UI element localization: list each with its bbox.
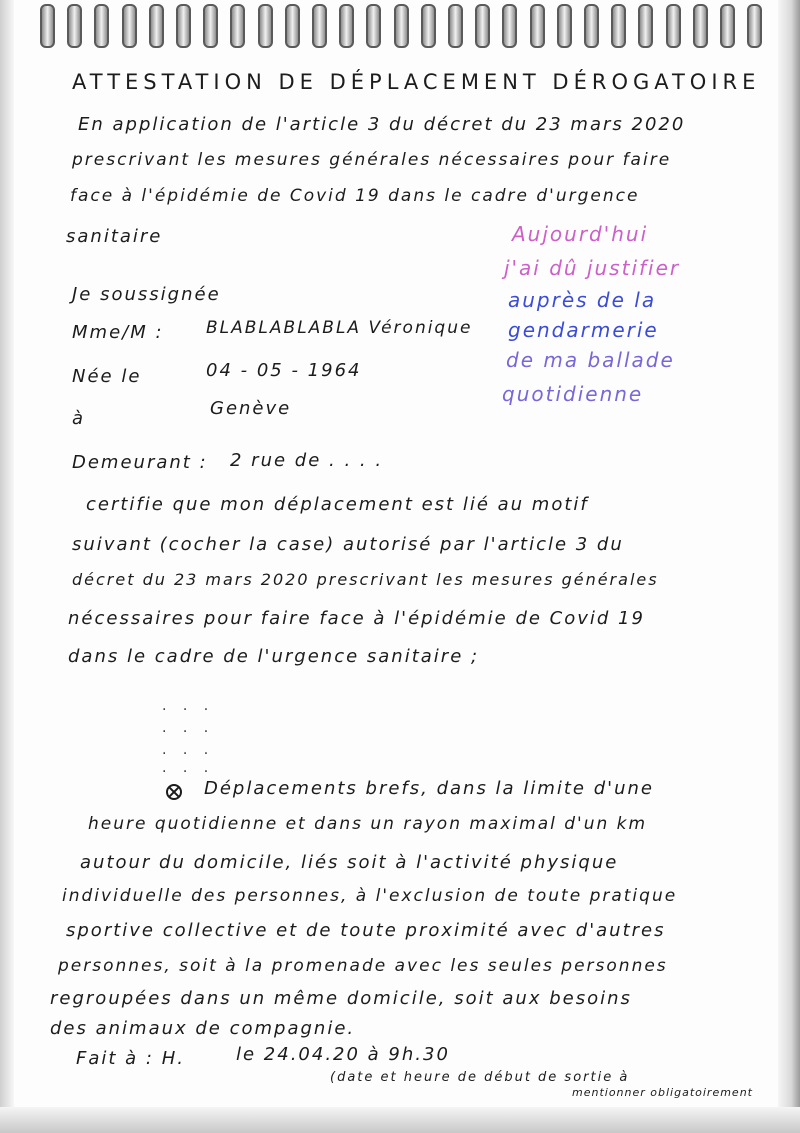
spiral-ring [339, 4, 354, 48]
born-label: Née le [72, 366, 142, 387]
soussigne-label: Je soussignée [72, 284, 221, 305]
spiral-binding [40, 0, 780, 48]
spiral-ring [666, 4, 681, 48]
certify-line-4: nécessaires pour faire face à l'épidémie de Covid 19 [68, 608, 645, 629]
certify-line-3: décret du 23 mars 2020 prescrivant les mesures générales [72, 570, 659, 589]
name-value: BLABLABLABLA Véronique [206, 318, 473, 338]
motif-line-6: personnes, soit à la promenade avec les seules personnes [58, 956, 668, 976]
unchecked-option-dots-3: . . . [162, 742, 215, 758]
spiral-ring [149, 4, 164, 48]
spiral-ring [530, 4, 545, 48]
spiral-ring [693, 4, 708, 48]
spiral-ring [122, 4, 137, 48]
spiral-ring [258, 4, 273, 48]
spiral-ring [230, 4, 245, 48]
spiral-ring [475, 4, 490, 48]
date-note-line-2: mentionner obligatoirement [572, 1086, 753, 1099]
side-note-line-5: de ma ballade [506, 348, 675, 372]
spiral-ring [67, 4, 82, 48]
motif-line-5: sportive collective et de toute proximité avec d'autres [66, 920, 666, 941]
spiral-ring [502, 4, 517, 48]
side-note-line-1: Aujourd'hui [512, 222, 649, 246]
side-note-line-6: quotidienne [502, 382, 644, 406]
page-bottom-shadow [0, 1107, 800, 1133]
address-value: 2 rue de . . . . [230, 450, 384, 471]
motif-line-7: regroupées dans un même domicile, soit aux besoins [50, 988, 632, 1009]
intro-line-4: sanitaire [66, 226, 163, 247]
spiral-ring [611, 4, 626, 48]
motif-line-3: autour du domicile, liés soit à l'activité physique [80, 852, 619, 873]
spiral-ring [394, 4, 409, 48]
intro-line-1: En application de l'article 3 du décret du 23 mars 2020 [78, 114, 686, 135]
intro-line-2: prescrivant les mesures générales nécessaires pour faire [72, 150, 672, 170]
checked-box-icon [166, 784, 182, 800]
side-note-line-2: j'ai dû justifier [504, 256, 681, 280]
at-value: Genève [210, 398, 292, 419]
page-right-shadow [778, 0, 800, 1133]
address-label: Demeurant : [72, 452, 208, 473]
side-note-line-4: gendarmerie [508, 318, 659, 342]
certify-line-5: dans le cadre de l'urgence sanitaire ; [68, 646, 480, 667]
spiral-ring [312, 4, 327, 48]
fait-a-label: Fait à : H. [76, 1048, 185, 1069]
spiral-ring [421, 4, 436, 48]
certify-line-2: suivant (cocher la case) autorisé par l'article 3 du [72, 534, 624, 555]
spiral-ring [366, 4, 381, 48]
at-label: à [72, 408, 86, 429]
motif-line-1: Déplacements brefs, dans la limite d'une [204, 778, 654, 799]
spiral-ring [638, 4, 653, 48]
unchecked-option-dots-4: . . . [162, 760, 215, 776]
spiral-ring [203, 4, 218, 48]
spiral-ring [40, 4, 55, 48]
spiral-ring [720, 4, 735, 48]
name-label: Mme/M : [72, 322, 164, 343]
motif-line-8: des animaux de compagnie. [50, 1018, 356, 1039]
spiral-ring [557, 4, 572, 48]
spiral-ring [747, 4, 762, 48]
side-note-line-3: auprès de la [508, 288, 657, 312]
spiral-ring [285, 4, 300, 48]
spiral-ring [448, 4, 463, 48]
date-value: le 24.04.20 à 9h.30 [236, 1044, 450, 1065]
spiral-ring [94, 4, 109, 48]
motif-line-2: heure quotidienne et dans un rayon maximal d'un km [88, 814, 648, 834]
spiral-ring [176, 4, 191, 48]
document-title: ATTESTATION DE DÉPLACEMENT DÉROGATOIRE [72, 70, 761, 94]
born-value: 04 - 05 - 1964 [206, 360, 362, 381]
date-note-line-1: (date et heure de début de sortie à [330, 1070, 630, 1085]
motif-line-4: individuelle des personnes, à l'exclusion de toute pratique [62, 886, 678, 906]
unchecked-option-dots-1: . . . [162, 698, 215, 714]
unchecked-option-dots-2: . . . [162, 720, 215, 736]
certify-line-1: certifie que mon déplacement est lié au motif [86, 494, 589, 515]
spiral-ring [584, 4, 599, 48]
intro-line-3: face à l'épidémie de Covid 19 dans le cadre d'urgence [70, 186, 640, 206]
page-left-shadow [0, 0, 14, 1133]
